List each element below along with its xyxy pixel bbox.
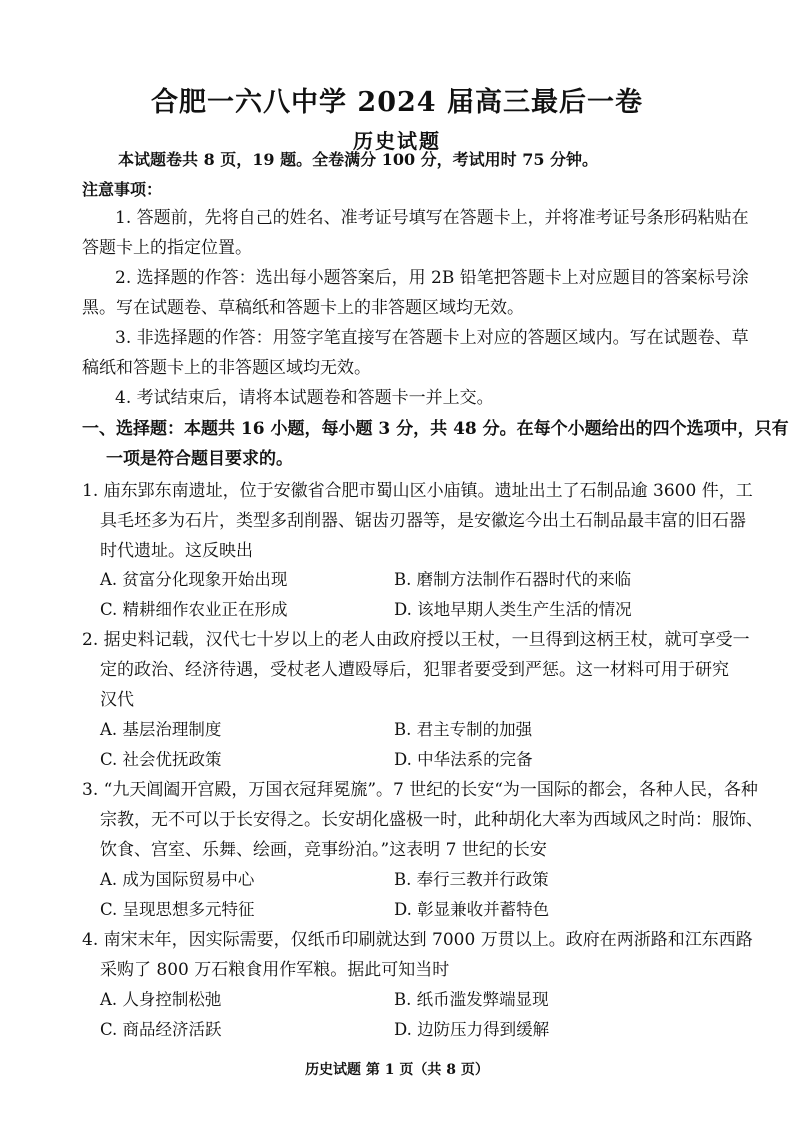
question-2-option-c[interactable]: C. 社会优抚政策 (100, 750, 222, 769)
question-4-line-1: 4. 南宋末年，因实际需要，仅纸币印刷就达到 7000 万贯以上。政府在两浙路和江东西路 (82, 930, 753, 950)
question-4-option-a[interactable]: A. 人身控制松弛 (100, 990, 222, 1009)
question-1-option-d[interactable]: D. 该地早期人类生产生活的情况 (394, 600, 632, 619)
question-1-line-3: 时代遗址。这反映出 (100, 541, 253, 561)
question-2-line-2: 定的政治、经济待遇，受杖老人遭殴辱后，犯罪者要受到严惩。这一材料可用于研究 (100, 660, 729, 680)
question-4-option-b[interactable]: B. 纸币滥发弊端显现 (394, 990, 549, 1009)
page-subtitle: 历史试题 (353, 129, 441, 153)
question-1-line-2: 具毛坯多为石片，类型多刮削器、锯齿刃器等，是安徽迄今出土石制品最丰富的旧石器 (100, 511, 746, 531)
question-1-line-1: 1. 庙东郢东南遗址，位于安徽省合肥市蜀山区小庙镇。遗址出土了石制品逾 3600 件，工 (82, 481, 753, 501)
question-3-line-2: 宗教，无不可以于长安得之。长安胡化盛极一时，此种胡化大率为西域风之时尚：服饰、 (100, 810, 763, 830)
notice-heading: 注意事项： (82, 180, 163, 199)
section-heading-cont: 一项是符合题目要求的。 (106, 449, 293, 469)
notice-item-3-cont: 稿纸和答题卡上的非答题区域均无效。 (82, 358, 371, 378)
page-title: 合肥一六八中学 2024 届高三最后一卷 (151, 87, 643, 118)
question-2-option-a[interactable]: A. 基层治理制度 (100, 720, 222, 739)
question-4-option-c[interactable]: C. 商品经济活跃 (100, 1020, 222, 1039)
notice-item-4: 4. 考试结束后，请将本试题卷和答题卡一并上交。 (115, 388, 494, 408)
question-4-line-2: 采购了 800 万石粮食用作军粮。据此可知当时 (100, 960, 450, 980)
exam-info: 本试题卷共 8 页，19 题。全卷满分 100 分，考试用时 75 分钟。 (118, 150, 599, 169)
question-2-line-3: 汉代 (100, 690, 134, 710)
question-3-line-3: 饮食、宫室、乐舞、绘画，竞事纷泊。”这表明 7 世纪的长安 (100, 840, 547, 860)
notice-item-1: 1. 答题前，先将自己的姓名、准考证号填写在答题卡上，并将准考证号条形码粘贴在 (115, 208, 749, 228)
question-2-option-b[interactable]: B. 君主专制的加强 (394, 720, 533, 739)
question-1-option-c[interactable]: C. 精耕细作农业正在形成 (100, 600, 288, 619)
question-3-option-a[interactable]: A. 成为国际贸易中心 (100, 870, 255, 889)
question-2-option-d[interactable]: D. 中华法系的完备 (394, 750, 533, 769)
page-footer: 历史试题 第 1 页（共 8 页） (305, 1062, 489, 1078)
question-1-option-b[interactable]: B. 磨制方法制作石器时代的来临 (394, 570, 632, 589)
notice-item-2-cont: 黑。写在试题卷、草稿纸和答题卡上的非答题区域均无效。 (82, 298, 524, 318)
notice-item-1-cont: 答题卡上的指定位置。 (82, 238, 252, 258)
question-4-option-d[interactable]: D. 边防压力得到缓解 (394, 1020, 550, 1039)
notice-item-3: 3. 非选择题的作答：用签字笔直接写在答题卡上对应的答题区域内。写在试题卷、草 (115, 328, 749, 348)
question-3-line-1: 3. “九天阊阖开宫殿，万国衣冠拜冕旒”。7 世纪的长安“为一国际的都会，各种人民，各种 (82, 780, 758, 800)
question-3-option-b[interactable]: B. 奉行三教并行政策 (394, 870, 549, 889)
question-1-option-a[interactable]: A. 贫富分化现象开始出现 (100, 570, 288, 589)
question-2-line-1: 2. 据史料记载，汉代七十岁以上的老人由政府授以王杖，一旦得到这柄王杖，就可享受一 (82, 630, 750, 650)
question-3-option-c[interactable]: C. 呈现思想多元特征 (100, 900, 255, 919)
question-3-option-d[interactable]: D. 彰显兼收并蓄特色 (394, 900, 550, 919)
section-heading: 一、选择题：本题共 16 小题，每小题 3 分，共 48 分。在每个小题给出的四个选项中，只有 (82, 419, 789, 439)
notice-item-2: 2. 选择题的作答：选出每小题答案后，用 2B 铅笔把答题卡上对应题目的答案标号涂 (115, 268, 749, 288)
